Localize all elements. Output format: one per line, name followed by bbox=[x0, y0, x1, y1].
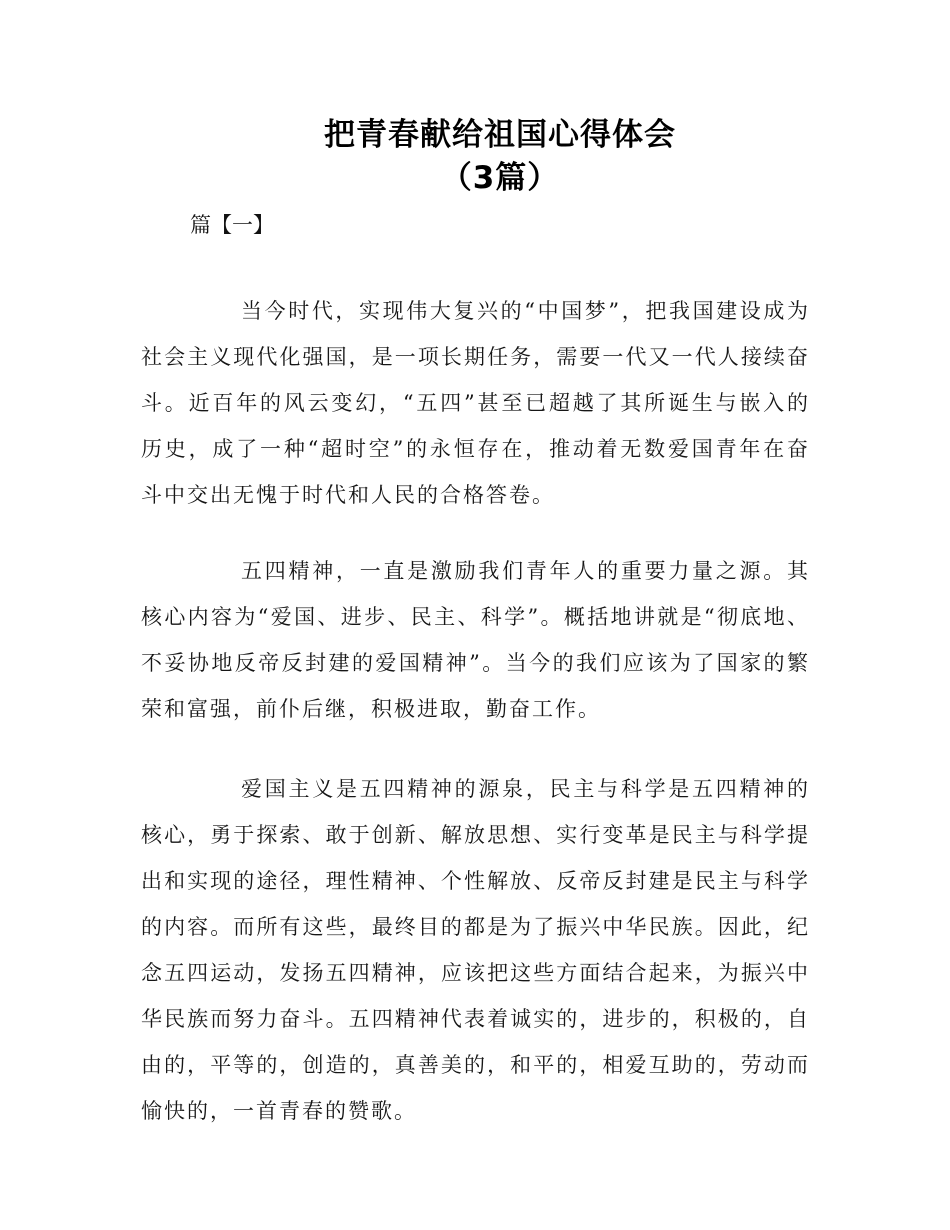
document-title: 把青春献给祖国心得体会 bbox=[324, 117, 676, 153]
paragraph-3: 爱国主义是五四精神的源泉，民主与科学是五四精神的核心，勇于探索、敢于创新、解放思想、实行变革是民主与科学提出和实现的途径，理性精神、个性解放、反帝反封建是民主与科学的内容。而所有这些，最终目的都是为了振兴中华民族。因此，纪念五四运动，发扬五四精神，应该把这些方面结合起来，为振兴中华民族而努力奋斗。五四精神代表着诚实的，进步的，积极的，自由的，平等的，创造的，真善美的，和平的，相爱互助的，劳动而愉快的，一首青春的赞歌。 bbox=[141, 777, 810, 1123]
document-subtitle: （3篇） bbox=[440, 160, 560, 196]
paragraph-1: 当今时代，实现伟大复兴的“中国梦”，把我国建设成为社会主义现代化强国，是一项长期任务，需要一代又一代人接续奋斗。近百年的风云变幻，“五四”甚至已超越了其所诞生与嵌入的历史，成了一种“超时空”的永恒存在，推动着无数爱国青年在奋斗中交出无愧于时代和人民的合格答卷。 bbox=[141, 299, 810, 507]
section-label: 篇【一】 bbox=[190, 213, 274, 237]
paragraph-2: 五四精神，一直是激励我们青年人的重要力量之源。其核心内容为“爱国、进步、民主、科学”。概括地讲就是“彻底地、不妥协地反帝反封建的爱国精神”。当今的我们应该为了国家的繁荣和富强，前仆后继，积极进取，勤奋工作。 bbox=[141, 559, 810, 721]
